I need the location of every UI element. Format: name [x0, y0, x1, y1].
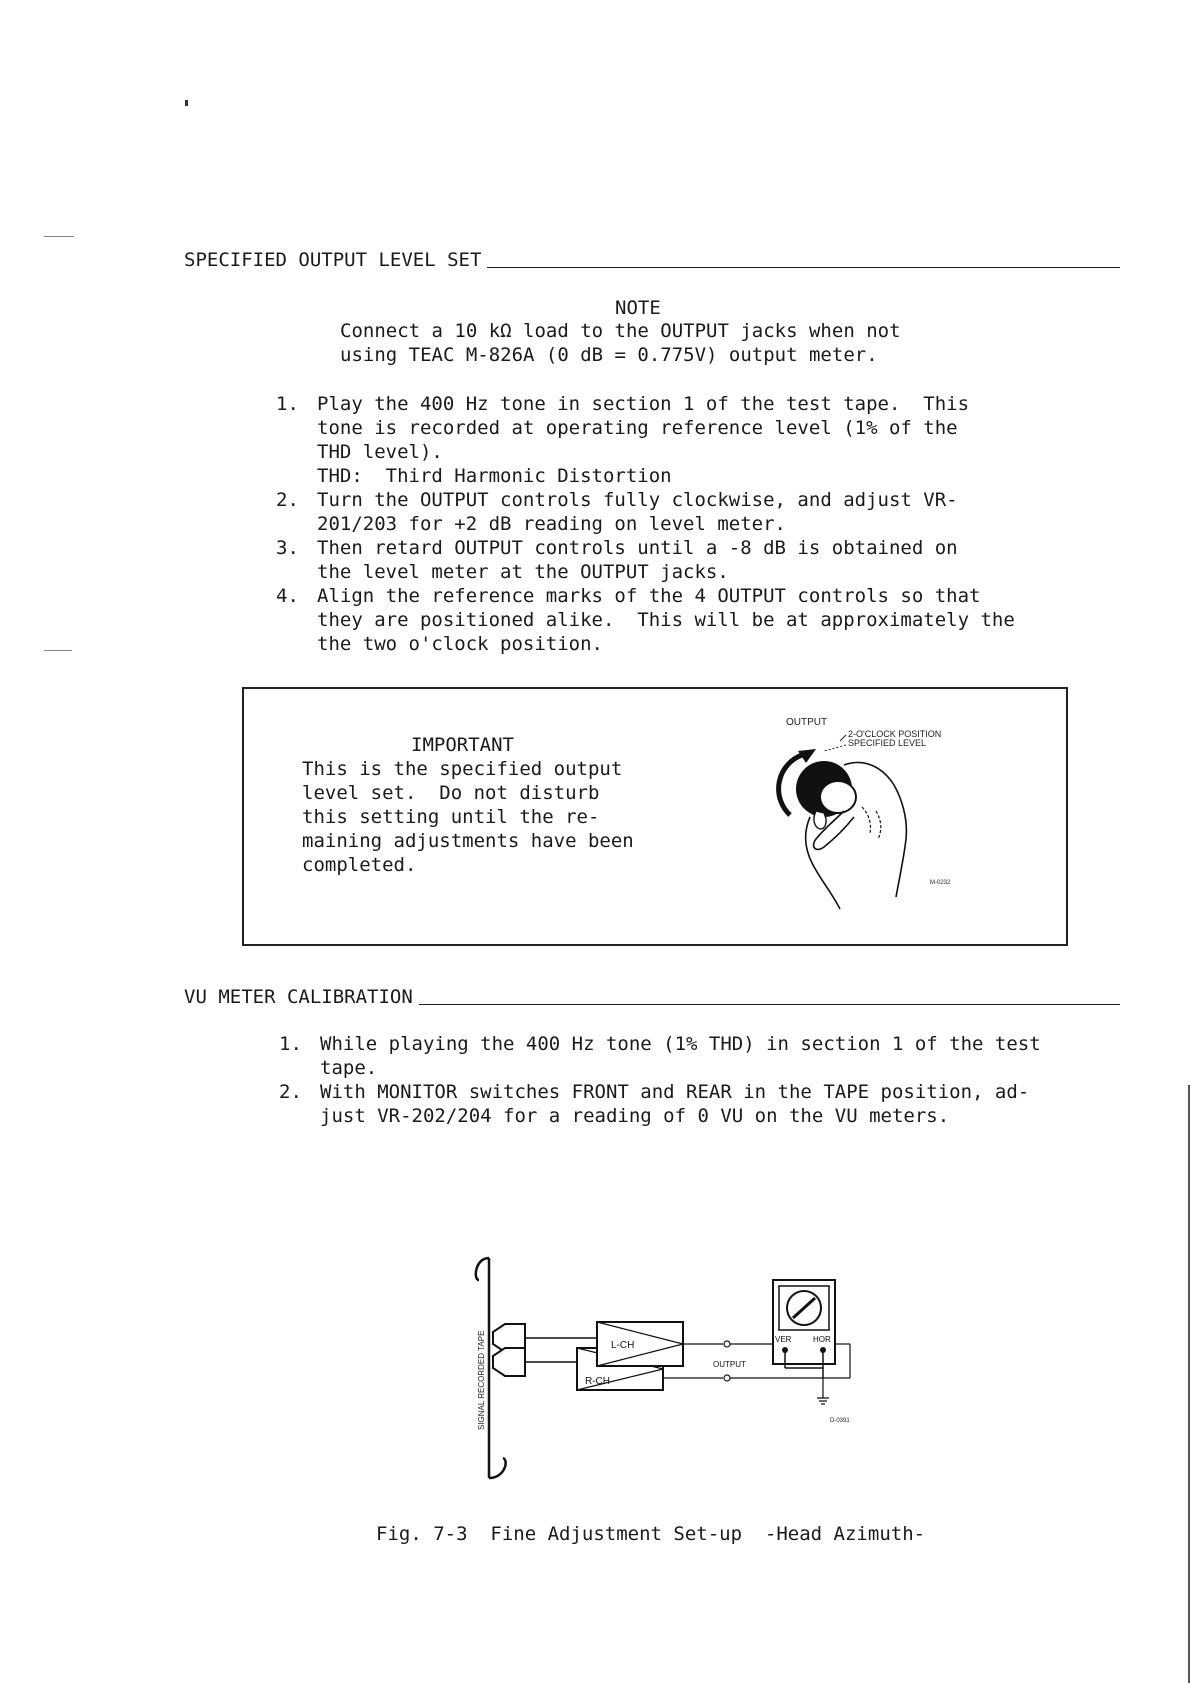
step-line: While playing the 400 Hz tone (1% THD) in section 1 of the test	[320, 1033, 1041, 1055]
ground-icon	[817, 1398, 829, 1404]
figure-output-label: OUTPUT	[786, 717, 828, 728]
step-line: the level meter at the OUTPUT jacks.	[317, 561, 729, 583]
leader-line	[824, 745, 846, 751]
important-line: this setting until the re-	[302, 806, 600, 828]
head-azimuth-setup-diagram	[455, 1250, 875, 1490]
section-heading-text: VU METER CALIBRATION	[184, 986, 413, 1008]
step-number: 4.	[276, 585, 299, 607]
note-line: Connect a 10 kΩ load to the OUTPUT jacks when not	[340, 320, 901, 342]
figure-code: M-0232	[930, 880, 951, 886]
knob-hand-illustration	[754, 707, 1004, 912]
tape-reel-bottom	[489, 1458, 506, 1478]
step-line: THD: Third Harmonic Distortion	[317, 465, 672, 487]
hor-label: HOR	[813, 1335, 831, 1344]
step-line: 201/203 for +2 dB reading on level meter.	[317, 513, 786, 535]
rch-label: R-CH	[585, 1376, 610, 1387]
step-line: they are positioned alike. This will be at approximately the	[317, 609, 1015, 631]
step-line: Align the reference marks of the 4 OUTPUT controls so that	[317, 585, 981, 607]
step-number: 2.	[279, 1081, 302, 1103]
finger-lines	[862, 807, 881, 839]
important-box	[242, 687, 1068, 946]
hand-outline	[844, 762, 906, 897]
important-line: This is the specified output	[302, 758, 623, 780]
head-lower	[493, 1348, 525, 1376]
heading-rule	[487, 267, 1120, 268]
step-line: With MONITOR switches FRONT and REAR in the TAPE position, ad-	[320, 1081, 1030, 1103]
diagram-code: D-0391	[830, 1418, 850, 1424]
knob-cap	[820, 781, 856, 813]
heading-rule	[419, 1004, 1120, 1005]
step-number: 1.	[276, 393, 299, 415]
figure-level-label: SPECIFIED LEVEL	[848, 738, 927, 748]
step-line: tape.	[320, 1057, 378, 1079]
step-line: just VR-202/204 for a reading of 0 VU on the VU meters.	[320, 1105, 950, 1127]
scan-mark	[44, 236, 74, 237]
step-line: the two o'clock position.	[317, 633, 603, 655]
ver-label: VER	[775, 1335, 792, 1344]
step-line: Turn the OUTPUT controls fully clockwise, and adjust VR-	[317, 489, 958, 511]
step-line: Then retard OUTPUT controls until a -8 dB is obtained on	[317, 537, 958, 559]
step-number: 1.	[279, 1033, 302, 1055]
important-line: maining adjustments have been	[302, 830, 634, 852]
lch-amplifier	[597, 1322, 683, 1366]
section-heading-vu-meter	[184, 985, 1120, 1009]
output-jack	[724, 1341, 730, 1347]
section-heading-output-level	[184, 248, 1120, 272]
tape-label: SIGNAL RECORDED TAPE	[477, 1330, 486, 1430]
output-jack	[724, 1375, 730, 1381]
scan-speck	[185, 100, 188, 106]
section-heading-text: SPECIFIED OUTPUT LEVEL SET	[184, 249, 482, 271]
step-number: 3.	[276, 537, 299, 559]
note-body	[340, 319, 901, 367]
important-line: completed.	[302, 854, 417, 876]
important-body	[302, 757, 634, 877]
step-line: THD level).	[317, 441, 443, 463]
step-line: Play the 400 Hz tone in section 1 of the test tape. This	[317, 393, 970, 415]
leader-line	[840, 735, 846, 741]
lch-label: L-CH	[611, 1340, 635, 1351]
note-line: using TEAC M-826A (0 dB = 0.775V) output meter.	[340, 344, 878, 366]
output-label: OUTPUT	[713, 1360, 746, 1369]
scan-mark	[1188, 1085, 1190, 1683]
scan-mark	[44, 650, 72, 651]
fingernail	[814, 811, 826, 829]
step-number: 2.	[276, 489, 299, 511]
figure-position-label: 2-O'CLOCK POSITION	[848, 729, 942, 739]
note-title: NOTE	[615, 297, 661, 319]
important-line: level set. Do not disturb	[302, 782, 600, 804]
step-line: tone is recorded at operating reference level (1% of the	[317, 417, 958, 439]
figure-caption: Fig. 7-3 Fine Adjustment Set-up -Head Azimuth-	[376, 1523, 926, 1545]
important-title: IMPORTANT	[411, 734, 514, 756]
tape-reel-top	[476, 1258, 489, 1280]
